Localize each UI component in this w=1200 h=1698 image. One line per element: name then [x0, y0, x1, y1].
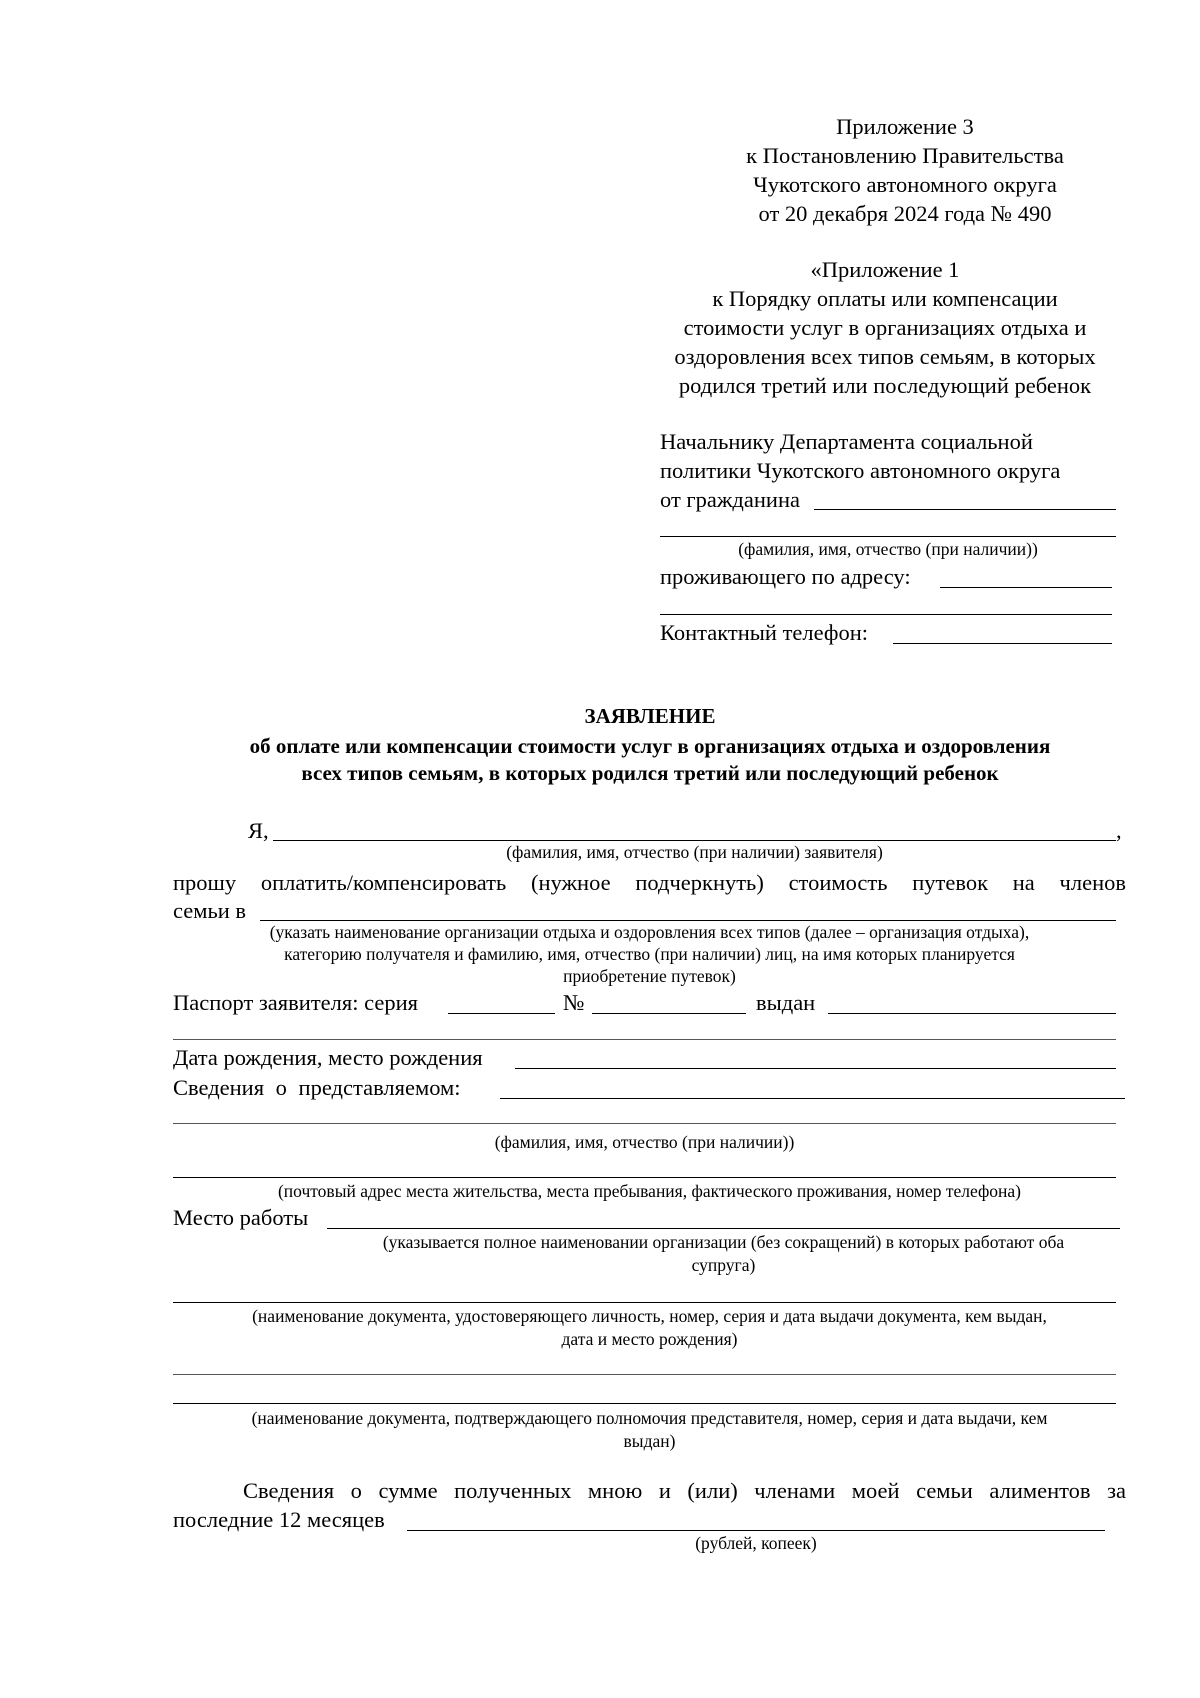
represented-field-line2[interactable]	[173, 1123, 1116, 1124]
organization-hint: (указать наименование организации отдыха и оздоровления всех типов (далее – организация отдыха),	[269, 922, 1030, 942]
authority-document-hint: (наименование документа, подтверждающего полномочия представителя, номер, серия и дата выдачи, кем	[251, 1408, 1048, 1428]
alimony-amount-field[interactable]	[407, 1530, 1105, 1531]
passport-issued-label: выдан	[756, 990, 816, 1015]
represented-address-hint: (почтовый адрес места жительства, места пребывания, фактического проживания, номер телефона)	[277, 1181, 1022, 1201]
appendix-line: Чукотского автономного округа	[753, 172, 1057, 197]
appendix-line: от 20 декабря 2024 года № 490	[758, 201, 1052, 226]
organization-hint: приобретение путевок)	[563, 966, 736, 986]
birth-field[interactable]	[515, 1068, 1116, 1069]
work-hint: (указывается полное наименовании организации (без сокращений) в которых работают оба	[382, 1232, 1065, 1252]
from-label: от гражданина	[660, 487, 800, 512]
i-label: Я,	[248, 818, 269, 843]
birth-label: Дата рождения, место рождения	[173, 1045, 483, 1070]
passport-number-label: №	[563, 990, 585, 1015]
authority-document-hint: выдан)	[623, 1431, 676, 1451]
address-label: проживающего по адресу:	[660, 564, 911, 589]
phone-label: Контактный телефон:	[660, 620, 868, 645]
family-label: семьи в	[173, 898, 247, 923]
represented-fio-hint: (фамилия, имя, отчество (при наличии))	[494, 1132, 795, 1152]
work-hint: супруга)	[691, 1255, 756, 1275]
statement-title: ЗАЯВЛЕНИЕ	[584, 704, 716, 728]
organization-field[interactable]	[260, 920, 1116, 921]
applicant-fio-field[interactable]	[273, 840, 1116, 841]
id-document-hint: дата и место рождения)	[561, 1329, 738, 1349]
appendix-inner-line: к Порядку оплаты или компенсации	[712, 286, 1058, 311]
id-document-hint: (наименование документа, удостоверяющего личность, номер, серия и дата выдачи документа, кем выдан,	[252, 1306, 1047, 1326]
appendix-inner-line: оздоровления всех типов семьям, в которых	[674, 344, 1096, 369]
fio-field-line[interactable]	[660, 536, 1116, 537]
represented-address-field[interactable]	[173, 1177, 1116, 1178]
authority-document-field-line2[interactable]	[173, 1403, 1116, 1404]
appendix-inner-line: стоимости услуг в организациях отдыха и	[683, 315, 1087, 340]
phone-field[interactable]	[893, 643, 1112, 644]
represented-label: Сведения о представляемом:	[173, 1075, 461, 1100]
passport-series-field[interactable]	[448, 1013, 555, 1014]
statement-subtitle: об оплате или компенсации стоимости услуг в организациях отдыха и оздоровления	[249, 734, 1051, 758]
authority-document-field[interactable]	[173, 1374, 1116, 1375]
applicant-fio-hint: (фамилия, имя, отчество (при наличии) заявителя)	[506, 842, 883, 862]
work-field[interactable]	[327, 1228, 1120, 1229]
passport-issued-field[interactable]	[828, 1013, 1116, 1014]
appendix-title: Приложение 3	[836, 114, 974, 139]
work-label: Место работы	[173, 1205, 309, 1230]
appendix-inner-title: «Приложение 1	[810, 257, 960, 282]
alimony-period-label: последние 12 месяцев	[173, 1507, 385, 1532]
passport-number-field[interactable]	[592, 1013, 746, 1014]
appendix-inner-line: родился третий или последующий ребенок	[678, 373, 1092, 398]
address-field-line2[interactable]	[660, 614, 1112, 615]
passport-issued-field-line2[interactable]	[173, 1039, 1116, 1040]
from-citizen-field[interactable]	[814, 509, 1116, 510]
represented-field[interactable]	[500, 1098, 1125, 1099]
appendix-line: к Постановлению Правительства	[746, 143, 1064, 168]
request-text: прошу оплатить/компенсировать (нужное подчеркнуть) стоимость путевок на членов	[173, 870, 1126, 895]
i-comma: ,	[1116, 818, 1122, 843]
id-document-field[interactable]	[173, 1302, 1116, 1303]
statement-subtitle: всех типов семьям, в которых родился третий или последующий ребенок	[301, 761, 999, 785]
addressee-line: политики Чукотского автономного округа	[660, 458, 1061, 483]
passport-label: Паспорт заявителя: серия	[173, 990, 418, 1015]
organization-hint: категорию получателя и фамилию, имя, отчество (при наличии) лиц, на имя которых планируется	[284, 944, 1015, 964]
address-field[interactable]	[940, 587, 1112, 588]
alimony-text: Сведения о сумме полученных мною и (или) членами моей семьи алиментов за	[243, 1478, 1126, 1503]
alimony-hint: (рублей, копеек)	[695, 1533, 817, 1553]
addressee-line: Начальнику Департамента социальной	[660, 429, 1033, 454]
fio-hint: (фамилия, имя, отчество (при наличии))	[738, 539, 1038, 559]
